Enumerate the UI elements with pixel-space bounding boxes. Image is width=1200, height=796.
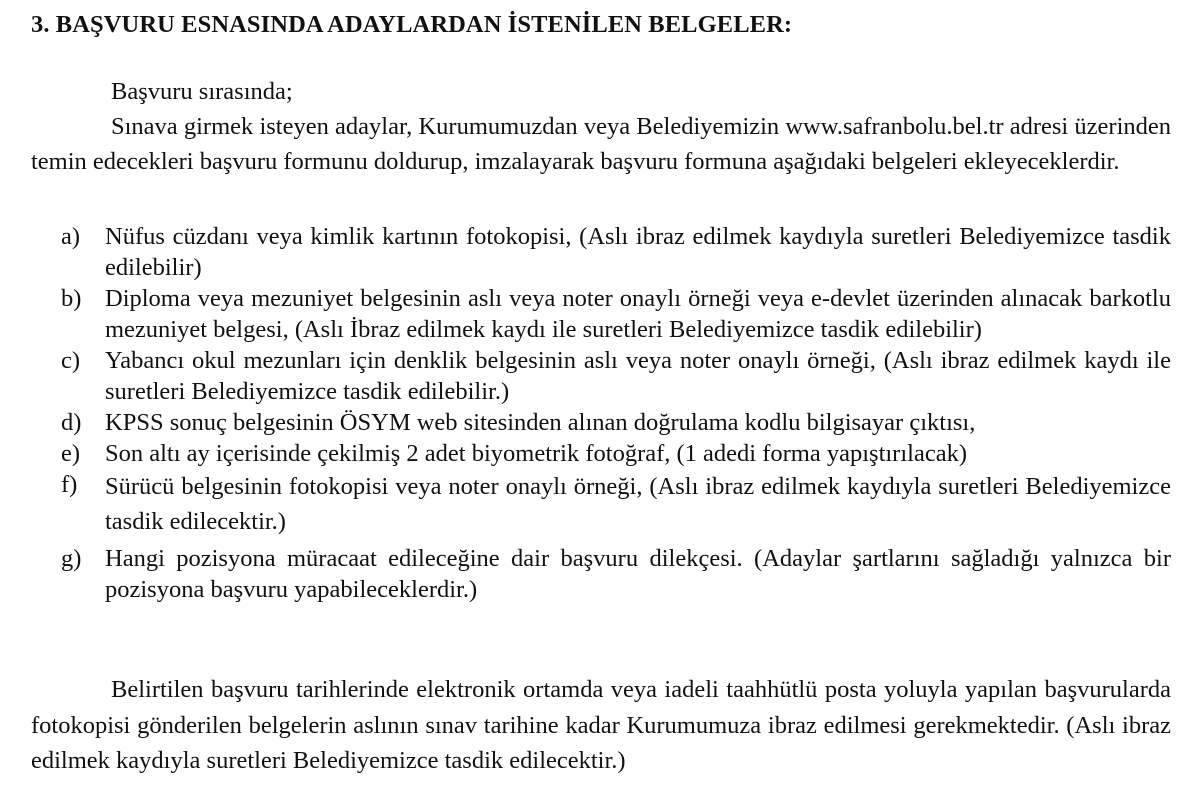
list-item — [31, 543, 1171, 605]
list-marker: b) — [61, 285, 82, 312]
list-marker: f) — [61, 471, 78, 498]
list-item — [31, 469, 1171, 539]
list-item-text: Yabancı okul mezunları için denklik belgesinin aslı veya noter onaylı örneği, (Aslı ibraz edilmek kaydı ile suretleri Belediyemizce tasdik edilebilir.) — [105, 347, 1171, 405]
section-heading: 3. BAŞVURU ESNASINDA ADAYLARDAN İSTENİLEN BELGELER: — [31, 11, 793, 38]
list-item-text: Hangi pozisyona müracaat edileceğine dair başvuru dilekçesi. (Adaylar şartlarını sağladığı yalnızca bir pozisyona başvuru yapabileceklerdir.) — [105, 545, 1171, 603]
list-marker: c) — [61, 347, 81, 374]
closing-paragraph: Belirtilen başvuru tarihlerinde elektronik ortamda veya iadeli taahhütlü posta yoluyla yapılan başvurularda fotokopisi gönderilen belgelerin aslının sınav tarihine kadar Kurumumuza ibraz edilmesi gerekmektedir. (Aslı ibraz edilmek kaydıyla suretleri Belediyemizce tasdik edilecektir.) — [31, 676, 1171, 774]
list-item — [31, 221, 1171, 283]
required-documents-list — [31, 221, 1171, 605]
list-item-text: Sürücü belgesinin fotokopisi veya noter onaylı örneği, (Aslı ibraz edilmek kaydıyla suretleri Belediyemizce tasdik edilecektir.) — [105, 473, 1171, 535]
intro-paragraph: Sınava girmek isteyen adaylar, Kurumumuzdan veya Belediyemizin www.safranbolu.bel.tr adresi üzerinden temin edecekleri başvuru formunu doldurup, imzalayarak başvuru formuna aşağıdaki belgeleri ekleyeceklerdir. — [31, 113, 1171, 175]
list-item-text: Diploma veya mezuniyet belgesinin aslı veya noter onaylı örneği veya e-devlet üzerinden alınacak barkotlu mezuniyet belgesi, (Aslı İbraz edilmek kaydı ile suretleri Belediyemizce tasdik edilebilir) — [105, 285, 1171, 343]
list-marker: d) — [61, 409, 82, 436]
intro-label: Başvuru sırasında; — [111, 78, 293, 105]
list-item — [31, 438, 1171, 469]
list-item-text: KPSS sonuç belgesinin ÖSYM web sitesinden alınan doğrulama kodlu bilgisayar çıktısı, — [105, 409, 976, 436]
list-item — [31, 283, 1171, 345]
list-item — [31, 345, 1171, 407]
list-marker: e) — [61, 440, 81, 467]
list-item — [31, 407, 1171, 438]
list-marker: a) — [61, 223, 81, 250]
list-item-text: Son altı ay içerisinde çekilmiş 2 adet biyometrik fotoğraf, (1 adedi forma yapıştırılacak) — [105, 440, 967, 467]
list-marker: g) — [61, 545, 82, 572]
list-item-text: Nüfus cüzdanı veya kimlik kartının fotokopisi, (Aslı ibraz edilmek kaydıyla suretleri Belediyemizce tasdik edilebilir) — [105, 223, 1171, 281]
